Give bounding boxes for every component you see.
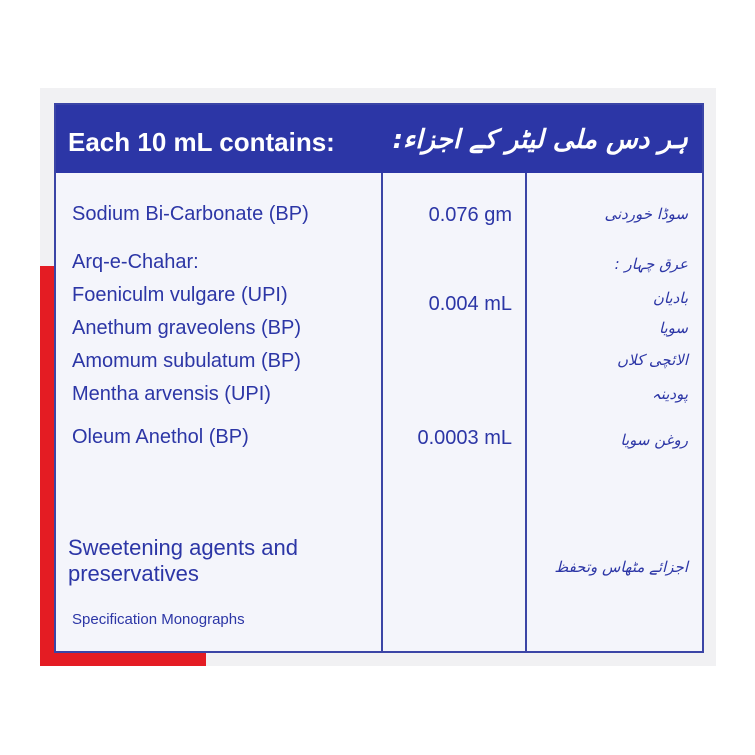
ingredient-urdu: سوڈا خوردنی (604, 205, 688, 223)
specification-footnote: Specification Monographs (72, 611, 245, 628)
table-header (56, 105, 702, 173)
ingredient-urdu: الائچی کلاں (617, 351, 688, 369)
ingredient-urdu: سویا (658, 319, 688, 337)
header-urdu: ہر دس ملی لیٹر کے اجزاء: (392, 125, 688, 155)
column-divider-2 (525, 173, 527, 651)
ingredient-quantity: 0.076 gm (428, 204, 512, 226)
ingredient-urdu: عرق چہار : (614, 255, 688, 273)
ingredient-urdu: پودینہ (651, 385, 688, 403)
sweetening-line-1: Sweetening agents and (68, 535, 298, 560)
composition-table (54, 103, 704, 653)
sweetening-line-2: preservatives (68, 561, 199, 586)
ingredient-name: Sodium Bi-Carbonate (BP) (72, 203, 309, 225)
sweetening-urdu: اجزائے مٹھاس وتحفظ (554, 558, 688, 576)
ingredient-name: Foeniculm vulgare (UPI) (72, 284, 288, 306)
ingredient-name: Mentha arvensis (UPI) (72, 383, 271, 405)
ingredient-urdu: بادیان (652, 289, 688, 307)
column-divider-1 (381, 173, 383, 651)
ingredient-name: Arq-e-Chahar: (72, 251, 199, 273)
ingredient-quantity: 0.0003 mL (417, 427, 512, 449)
header-english: Each 10 mL contains: (68, 127, 335, 157)
ingredient-name: Oleum Anethol (BP) (72, 426, 249, 448)
ingredient-urdu: روغن سویا (620, 431, 688, 449)
ingredient-name: Amomum subulatum (BP) (72, 350, 301, 372)
ingredient-name: Anethum graveolens (BP) (72, 317, 302, 339)
arq-quantity: 0.004 mL (428, 293, 512, 315)
